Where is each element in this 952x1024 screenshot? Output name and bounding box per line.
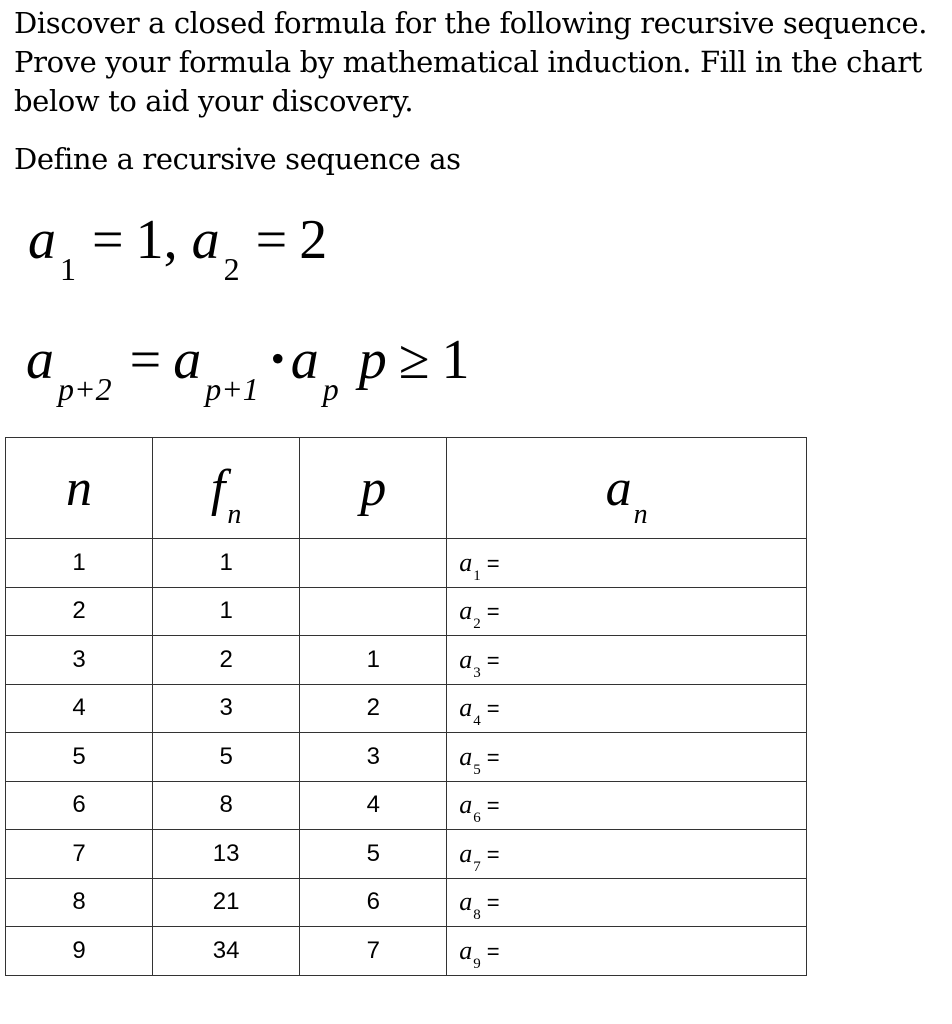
table-row	[6, 927, 807, 976]
header-f: $f_n$	[153, 438, 300, 539]
table-row	[6, 587, 807, 636]
cell-f: 1	[153, 539, 300, 588]
cell-f: 21	[153, 878, 300, 927]
instruction-line-1: Discover a closed formula for the following recursive sequence.	[14, 6, 928, 40]
multiply-dot: •	[270, 336, 285, 381]
cell-n: 4	[6, 684, 153, 733]
rhs2-subscript: p	[322, 371, 339, 407]
cell-f: 8	[153, 781, 300, 830]
condition-value: 1	[441, 329, 470, 391]
cell-p: 1	[300, 636, 447, 685]
a2-value: 2	[299, 209, 328, 271]
cell-p: 2	[300, 684, 447, 733]
cell-f: 1	[153, 587, 300, 636]
cell-f: 5	[153, 733, 300, 782]
cell-n: 6	[6, 781, 153, 830]
a2-subscript: 2	[223, 251, 240, 287]
cell-a[interactable]: $a_3$ =	[447, 636, 807, 685]
cell-f: 13	[153, 830, 300, 879]
cell-a[interactable]: $a_7$ =	[447, 830, 807, 879]
table-row	[6, 636, 807, 685]
cell-a[interactable]: $a_4$ =	[447, 684, 807, 733]
cell-p: 3	[300, 733, 447, 782]
cell-n: 3	[6, 636, 153, 685]
cell-f: 3	[153, 684, 300, 733]
lhs-var: a	[26, 329, 54, 391]
cell-a[interactable]: $a_1$ =	[447, 539, 807, 588]
condition-operator: ≥	[398, 329, 430, 391]
cell-n: 9	[6, 927, 153, 976]
cell-f: 34	[153, 927, 300, 976]
table-row	[6, 539, 807, 588]
cell-p: 6	[300, 878, 447, 927]
cell-n: 5	[6, 733, 153, 782]
cell-a[interactable]: $a_9$ =	[447, 927, 807, 976]
cell-n: 7	[6, 830, 153, 879]
table-row	[6, 781, 807, 830]
equals-1: =	[92, 209, 124, 271]
lhs-subscript: p+2	[58, 371, 112, 407]
equals-2: =	[255, 209, 288, 271]
table-row	[6, 878, 807, 927]
rhs1-subscript: p+1	[205, 371, 259, 407]
cell-a[interactable]: $a_5$ =	[447, 733, 807, 782]
table-row	[6, 830, 807, 879]
cell-p: 5	[300, 830, 447, 879]
a1-subscript: 1	[60, 251, 76, 287]
table-row	[6, 684, 807, 733]
rhs2-var: a	[290, 329, 319, 391]
cell-a[interactable]: $a_2$ =	[447, 587, 807, 636]
cell-n: 8	[6, 878, 153, 927]
define-statement: Define a recursive sequence as	[14, 142, 461, 176]
header-p: p	[300, 438, 447, 539]
cell-p[interactable]	[300, 587, 447, 636]
cell-p: 4	[300, 781, 447, 830]
cell-f: 2	[153, 636, 300, 685]
a2-var: a	[191, 209, 220, 271]
cell-a[interactable]: $a_6$ =	[447, 781, 807, 830]
chart-header-row	[6, 438, 807, 539]
header-n: n	[6, 438, 153, 539]
cell-n: 2	[6, 587, 153, 636]
cell-a[interactable]: $a_8$ =	[447, 878, 807, 927]
instruction-line-2: Prove your formula by mathematical induction. Fill in the chart	[14, 45, 922, 79]
cell-n: 1	[6, 539, 153, 588]
recurrence-equals: =	[129, 329, 162, 391]
rhs1-var: a	[173, 329, 202, 391]
instructions	[14, 4, 934, 121]
instruction-line-3: below to aid your discovery.	[14, 84, 414, 118]
a1-value: 1,	[135, 209, 178, 271]
header-a: $a_n$	[447, 438, 807, 539]
table-row	[6, 733, 807, 782]
recurrence-relation	[26, 329, 470, 407]
cell-p: 7	[300, 927, 447, 976]
sequence-chart	[5, 437, 807, 976]
cell-p[interactable]	[300, 539, 447, 588]
condition-var: p	[358, 329, 387, 391]
a1-var: a	[28, 209, 56, 271]
initial-conditions	[28, 209, 328, 287]
